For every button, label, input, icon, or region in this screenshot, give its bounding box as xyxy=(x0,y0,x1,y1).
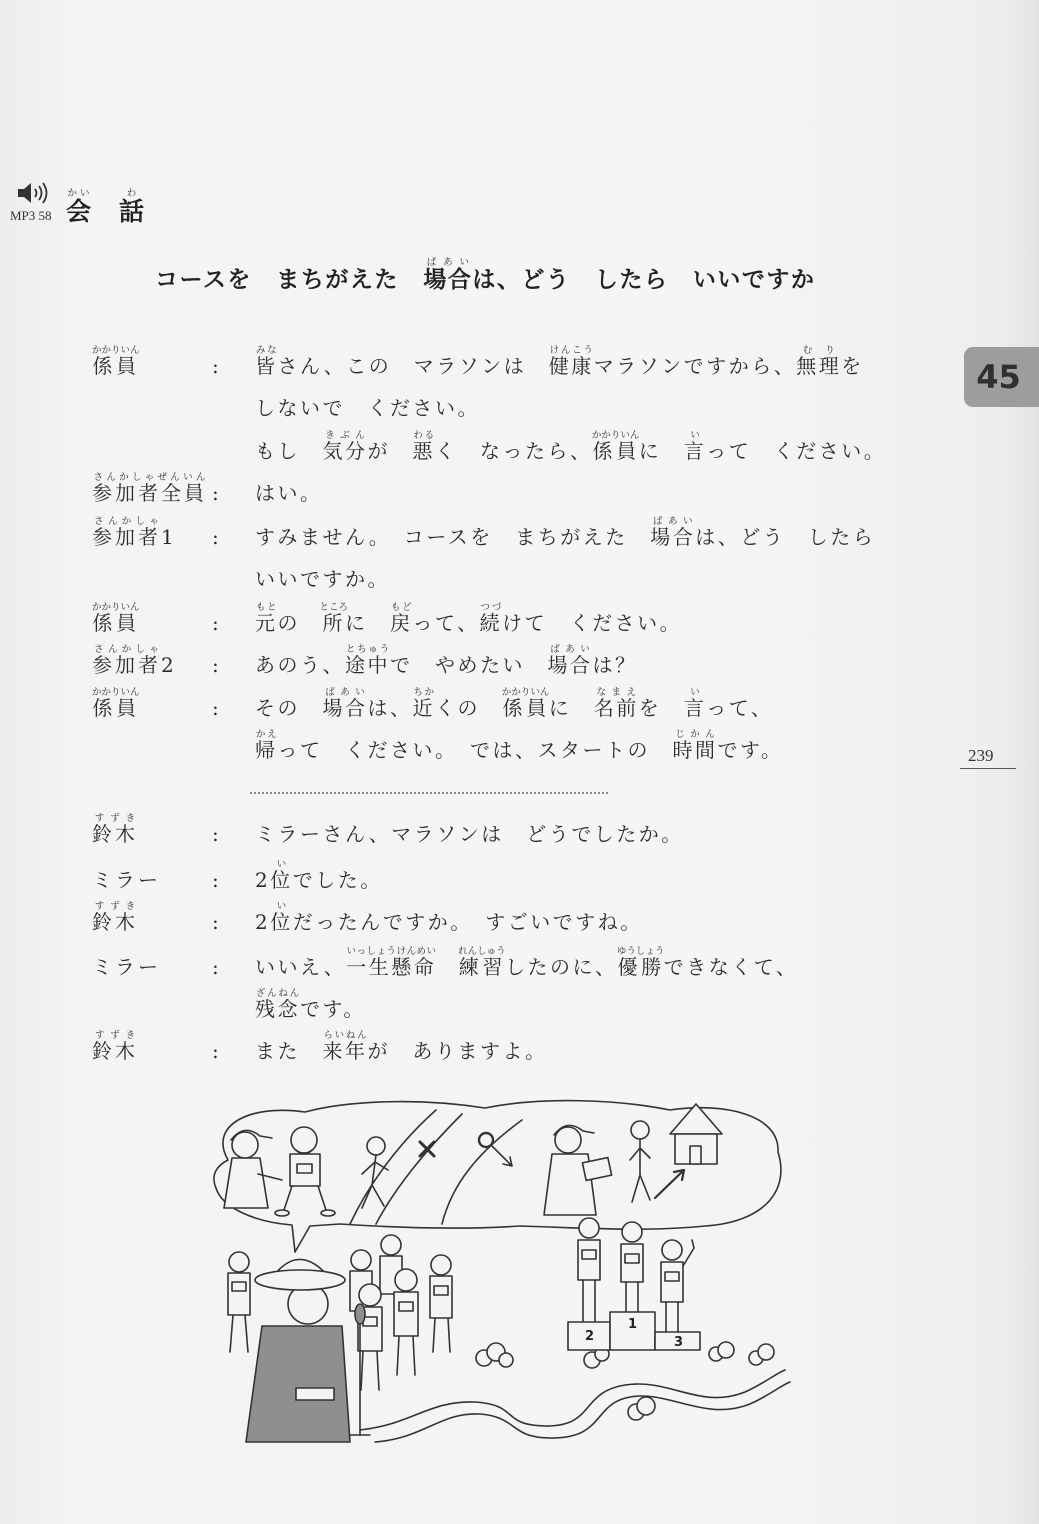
text-segment xyxy=(436,955,459,979)
tree-icon xyxy=(637,1397,655,1415)
ruby-base: 言 xyxy=(683,439,707,463)
dialogue-turn xyxy=(0,344,1000,388)
tree-icon xyxy=(718,1342,734,1358)
text-segment: で やめたい xyxy=(390,653,548,677)
furigana: とちゅう xyxy=(345,644,390,655)
ruby-base: 一生懸命 xyxy=(346,955,437,979)
ruby-word xyxy=(322,1030,368,1063)
winding-course xyxy=(360,1370,790,1442)
lesson-title xyxy=(155,257,815,301)
utterance-text xyxy=(255,987,366,1031)
furigana: れんしゅう xyxy=(458,946,506,957)
ruby-word xyxy=(92,813,138,846)
speaker-colon: : xyxy=(212,354,219,378)
ruby-base: 言 xyxy=(683,696,707,720)
dialogue-continuation xyxy=(0,728,1000,772)
utterance-text xyxy=(255,429,886,473)
ruby-word xyxy=(92,644,161,677)
ruby-base: 残念 xyxy=(255,997,300,1021)
text-segment: は、 xyxy=(367,696,413,720)
ruby-word xyxy=(423,257,473,293)
dialogue-continuation xyxy=(0,429,1000,473)
runner-legs xyxy=(397,1336,415,1375)
dialogue-turn xyxy=(0,858,1000,902)
house-door xyxy=(690,1146,701,1164)
official-head xyxy=(232,1132,258,1158)
speaker-colon: : xyxy=(212,481,219,505)
ruby-base: 係員 xyxy=(591,439,640,463)
furigana: みな xyxy=(255,345,278,356)
furigana: むり xyxy=(796,345,842,356)
ruby-base: 名前 xyxy=(593,696,639,720)
text-segment: 2 xyxy=(255,910,271,934)
sound-wave xyxy=(35,189,37,197)
text-segment: だったんですか。 すごいですね。 xyxy=(292,910,643,934)
furigana: つづ xyxy=(479,602,503,613)
speaker-colon: : xyxy=(212,955,219,979)
ruby-base: 係員 xyxy=(92,611,140,635)
furigana: わ xyxy=(119,188,145,199)
ruby-word xyxy=(119,188,145,226)
utterance-text xyxy=(255,344,864,388)
ruby-base: 練習 xyxy=(458,955,506,979)
furigana: かかりいん xyxy=(92,345,140,356)
text-segment: ミラーさん、マラソンは どうでしたか。 xyxy=(255,822,684,846)
ruby-base: 鈴木 xyxy=(92,910,138,934)
speaker-name xyxy=(92,344,140,388)
utterance-text xyxy=(255,812,684,856)
runner-head xyxy=(229,1252,249,1272)
utterance-text xyxy=(255,686,773,730)
speaker-name xyxy=(92,1029,138,1073)
ruby-base: 帰 xyxy=(255,738,278,762)
ruby-base: 係員 xyxy=(92,354,140,378)
leaving-runner-head xyxy=(631,1121,649,1139)
furigana: かえ xyxy=(255,729,278,740)
dialogue-turn xyxy=(0,686,1000,730)
text-segment: また xyxy=(255,1039,323,1063)
official-jacket xyxy=(246,1326,350,1442)
podium-label-third: 3 xyxy=(674,1335,684,1350)
speaker-colon: : xyxy=(212,822,219,846)
dialogue-continuation xyxy=(0,386,1000,430)
section-title xyxy=(66,188,144,232)
runner-arm-raised xyxy=(683,1240,694,1266)
ruby-base: 話 xyxy=(119,197,145,226)
dotted-divider xyxy=(250,792,608,794)
ruby-word xyxy=(92,901,138,934)
runner-body xyxy=(661,1262,683,1302)
ruby-word xyxy=(591,430,640,463)
ruby-base: 健康 xyxy=(548,354,594,378)
ruby-word xyxy=(255,988,300,1021)
speaker-body xyxy=(18,183,31,203)
furigana: ばあい xyxy=(322,687,368,698)
microphone-head xyxy=(355,1304,365,1324)
ruby-word xyxy=(501,687,550,720)
text-segment: けて ください。 xyxy=(502,611,683,635)
text-segment: です。 xyxy=(717,738,784,762)
ruby-word xyxy=(255,602,278,635)
furigana: い xyxy=(683,430,707,441)
furigana: ばあい xyxy=(423,257,473,268)
ruby-base: 場合 xyxy=(650,525,696,549)
tree-icon xyxy=(758,1344,774,1360)
dialogue-turn xyxy=(0,1029,1000,1073)
ruby-word xyxy=(322,430,368,463)
furigana: もど xyxy=(390,602,413,613)
winners-podium xyxy=(568,1218,700,1350)
ruby-base: 所 xyxy=(319,611,348,635)
furigana: ばあい xyxy=(650,516,696,527)
ruby-base: 係員 xyxy=(501,696,550,720)
ruby-base: 鈴木 xyxy=(92,1039,138,1063)
text-segment: さん、この マラソンは xyxy=(277,354,549,378)
runner-bib xyxy=(665,1272,679,1281)
course-edge xyxy=(375,1382,790,1442)
furigana: きぶん xyxy=(322,430,368,441)
text-segment: く なったら、 xyxy=(435,439,593,463)
furigana: けんこう xyxy=(548,345,594,356)
text-segment: でした。 xyxy=(292,868,383,892)
text-segment: 1 xyxy=(161,525,177,549)
text-segment: 2 xyxy=(255,868,271,892)
ruby-base: 参加者全員 xyxy=(92,481,207,505)
speaker-colon: : xyxy=(212,1039,219,1063)
ruby-word xyxy=(92,472,207,505)
furigana: さんかしゃ xyxy=(92,644,161,655)
runner-bib xyxy=(434,1286,448,1295)
podium-label-first: 1 xyxy=(628,1317,638,1332)
ruby-base: 場合 xyxy=(423,267,473,293)
ruby-base: 係員 xyxy=(92,696,140,720)
utterance-text xyxy=(255,858,383,902)
text-segment: って ください。 xyxy=(706,439,887,463)
ruby-word xyxy=(593,687,639,720)
furigana: わる xyxy=(412,430,435,441)
furigana: かい xyxy=(66,188,92,199)
official-armband xyxy=(296,1388,334,1400)
ruby-base: 元 xyxy=(255,611,278,635)
furigana: すずき xyxy=(92,813,138,824)
runner-head xyxy=(431,1255,451,1275)
furigana: ところ xyxy=(319,602,349,613)
runner-legs xyxy=(583,1280,595,1322)
text-segment: いいえ、 xyxy=(255,955,347,979)
text-segment: ミラー xyxy=(92,955,161,979)
runner-shoe xyxy=(275,1210,289,1216)
ruby-base: 場合 xyxy=(547,653,593,677)
speaker-name xyxy=(92,945,161,989)
dialogue-continuation xyxy=(0,557,1000,601)
text-segment: いいですか。 xyxy=(255,567,390,591)
ruby-base: 途中 xyxy=(345,653,390,677)
furigana: じかん xyxy=(672,729,718,740)
ruby-word xyxy=(412,687,436,720)
furigana: すずき xyxy=(92,1030,138,1041)
ruby-word xyxy=(92,345,140,378)
ruby-word xyxy=(255,729,278,762)
speaker-colon: : xyxy=(212,910,219,934)
utterance-text xyxy=(255,386,480,430)
furigana: い xyxy=(683,687,707,698)
ruby-word xyxy=(616,946,665,979)
text-segment: マラソンですから、 xyxy=(593,354,797,378)
text-segment: に xyxy=(548,696,594,720)
official-head xyxy=(555,1127,581,1153)
text-segment: コースを まちがえた xyxy=(155,267,424,293)
text-segment: に xyxy=(345,611,390,635)
furigana: ちか xyxy=(412,687,435,698)
podium-label-second: 2 xyxy=(585,1329,595,1344)
furigana: なまえ xyxy=(593,687,639,698)
ruby-word xyxy=(412,430,436,463)
text-segment: もし xyxy=(255,439,323,463)
ruby-base: 気分 xyxy=(322,439,368,463)
ruby-base: 時間 xyxy=(672,738,718,762)
text-segment: を xyxy=(638,696,684,720)
furigana: い xyxy=(270,901,293,912)
official-body xyxy=(224,1158,268,1208)
dialogue-turn xyxy=(0,601,1000,645)
ruby-word xyxy=(66,188,92,226)
furigana: いっしょうけんめい xyxy=(346,946,437,957)
text-segment: は、どう したら いいですか xyxy=(472,267,816,293)
sound-wave xyxy=(43,183,47,203)
runner-bib xyxy=(582,1250,596,1259)
ruby-word xyxy=(479,602,503,635)
ruby-word xyxy=(672,729,718,762)
ruby-base: 場合 xyxy=(322,696,368,720)
dialogue-turn xyxy=(0,471,1000,515)
ruby-word xyxy=(346,946,437,979)
runner-legs xyxy=(361,1351,379,1390)
runner-bib xyxy=(297,1164,312,1173)
ruby-base: 来年 xyxy=(322,1039,368,1063)
text-segment: って、 xyxy=(706,696,774,720)
text-segment: って ください。 では、スタートの xyxy=(277,738,673,762)
text-segment: ミラー xyxy=(92,868,161,892)
furigana: ゆうしょう xyxy=(616,946,665,957)
text-segment: が xyxy=(367,439,413,463)
ruby-word xyxy=(270,859,293,892)
runner-bib xyxy=(232,1282,246,1291)
runner-legs xyxy=(433,1318,450,1352)
runner-body xyxy=(394,1292,418,1336)
furigana: もと xyxy=(255,602,278,613)
text-segment: すみません。 コースを まちがえた xyxy=(255,525,651,549)
furigana: さんかしゃぜんいん xyxy=(92,472,207,483)
speaker-colon: : xyxy=(212,653,219,677)
furigana: かかりいん xyxy=(92,687,140,698)
furigana: すずき xyxy=(92,901,138,912)
runner-bib xyxy=(625,1254,639,1263)
dialogue-turn xyxy=(0,812,1000,856)
ruby-word xyxy=(796,345,842,378)
furigana: ざんねん xyxy=(255,988,300,999)
mp3-track-label: MP3 58 xyxy=(10,208,52,223)
ruby-base: 近 xyxy=(412,696,435,720)
text-segment: できなくて、 xyxy=(663,955,799,979)
ruby-word xyxy=(322,687,368,720)
utterance-text xyxy=(255,643,638,687)
utterance-text xyxy=(255,557,390,601)
sound-wave xyxy=(39,186,42,200)
course-edge xyxy=(360,1370,785,1430)
runner-legs xyxy=(666,1302,678,1332)
speaker-icon[interactable] xyxy=(16,181,52,205)
text-segment: したのに、 xyxy=(504,955,618,979)
ruby-base: 位 xyxy=(270,868,293,892)
runner-head xyxy=(359,1284,381,1306)
sitting-runner-head xyxy=(291,1127,317,1153)
official-hat-brim xyxy=(255,1270,345,1290)
ruby-base: 会 xyxy=(66,197,92,226)
furigana: ばあい xyxy=(547,644,593,655)
runner-head xyxy=(579,1218,599,1238)
ruby-word xyxy=(92,602,140,635)
dialogue-turn xyxy=(0,515,1000,559)
tree-icon xyxy=(499,1353,513,1367)
text-segment: は？ xyxy=(592,653,638,677)
speaker-name xyxy=(92,858,161,902)
page-number: 239 xyxy=(968,746,994,765)
speaker-name xyxy=(92,643,177,687)
ruby-base: 続 xyxy=(479,611,503,635)
runner-head xyxy=(622,1222,642,1242)
runner-legs xyxy=(626,1282,638,1312)
runner-head xyxy=(662,1240,682,1260)
furigana: さんかしゃ xyxy=(92,516,161,527)
dialogue-turn xyxy=(0,945,1000,989)
ruby-word xyxy=(548,345,594,378)
ruby-word xyxy=(345,644,390,677)
ruby-base: 皆 xyxy=(255,354,278,378)
ruby-word xyxy=(683,687,707,720)
text-segment: に xyxy=(638,439,684,463)
text-segment: くの xyxy=(435,696,503,720)
ruby-word xyxy=(270,901,293,934)
runner-legs xyxy=(230,1315,248,1352)
dialogue-continuation xyxy=(0,987,1000,1031)
text-segment: しないで ください。 xyxy=(255,396,480,420)
text-segment: って、 xyxy=(412,611,480,635)
ruby-base: 鈴木 xyxy=(92,822,138,846)
speaker-colon: : xyxy=(212,868,219,892)
ruby-base: 位 xyxy=(270,910,293,934)
ruby-word xyxy=(458,946,506,979)
text-segment: あのう、 xyxy=(255,653,345,677)
text-segment: の xyxy=(277,611,323,635)
utterance-text xyxy=(255,471,323,515)
text-segment: が ありますよ。 xyxy=(367,1039,548,1063)
utterance-text xyxy=(255,1029,548,1073)
runner-body xyxy=(578,1240,600,1280)
utterance-text xyxy=(255,945,798,989)
text-segment: はい。 xyxy=(255,481,323,505)
ruby-word xyxy=(547,644,593,677)
furigana: らいねん xyxy=(322,1030,368,1041)
speaker-name xyxy=(92,601,140,645)
runner-head xyxy=(381,1235,401,1255)
text-segment: 2 xyxy=(161,653,177,677)
speaker-name xyxy=(92,812,138,856)
ruby-base: 優勝 xyxy=(616,955,665,979)
ruby-word xyxy=(92,1030,138,1063)
ruby-base: 戻 xyxy=(390,611,413,635)
runner-body xyxy=(228,1273,250,1315)
speaker-colon: : xyxy=(212,696,219,720)
ruby-base: 参加者 xyxy=(92,525,161,549)
wrong-way-runner-head xyxy=(367,1137,385,1155)
ruby-word xyxy=(650,516,696,549)
furigana: かかりいん xyxy=(501,687,550,698)
speaker-name xyxy=(92,900,138,944)
announcer-official xyxy=(246,1259,350,1442)
speaker-name xyxy=(92,515,177,559)
text-segment: その xyxy=(255,696,323,720)
speaker-colon: : xyxy=(212,611,219,635)
runner-body xyxy=(430,1276,452,1318)
utterance-text xyxy=(255,900,643,944)
ruby-word xyxy=(255,345,278,378)
dialogue-turn xyxy=(0,900,1000,944)
chapter-number: 45 xyxy=(976,358,1021,396)
utterance-text xyxy=(255,515,875,559)
ruby-word xyxy=(683,430,707,463)
ruby-word xyxy=(319,602,349,635)
furigana: かかりいん xyxy=(591,430,640,441)
utterance-text xyxy=(255,601,682,645)
ruby-word xyxy=(92,687,140,720)
ruby-word xyxy=(92,516,161,549)
ruby-base: 参加者 xyxy=(92,653,161,677)
speaker-colon: : xyxy=(212,525,219,549)
runner-head xyxy=(395,1269,417,1291)
ruby-word xyxy=(390,602,413,635)
runner-head xyxy=(351,1250,371,1270)
dialogue-turn xyxy=(0,643,1000,687)
furigana: い xyxy=(270,859,293,870)
text-segment: です。 xyxy=(300,997,366,1021)
utterance-text xyxy=(255,728,783,772)
speaker-name xyxy=(92,471,207,515)
text-segment: は、どう したら xyxy=(695,525,876,549)
ruby-base: 悪 xyxy=(412,439,435,463)
ruby-base: 無理 xyxy=(796,354,842,378)
runner-shoe xyxy=(321,1210,335,1216)
runner-bib xyxy=(399,1302,413,1311)
marathon-illustration xyxy=(200,1090,800,1450)
text-segment: を xyxy=(841,354,864,378)
furigana: かかりいん xyxy=(92,602,140,613)
speaker-name xyxy=(92,686,140,730)
